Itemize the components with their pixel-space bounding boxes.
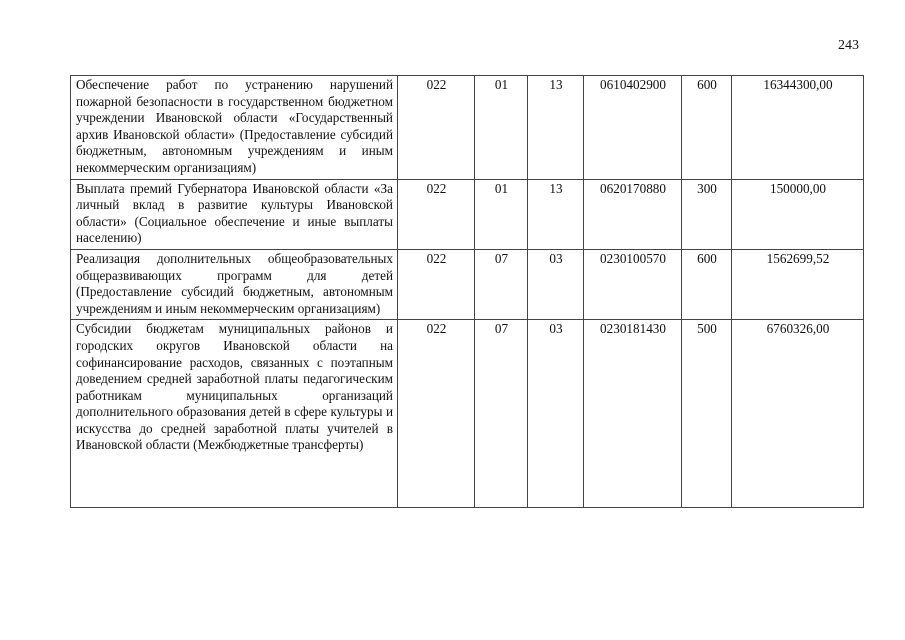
subsection-code: 13 [528,179,584,249]
target-article-code: 0230100570 [584,249,682,319]
section-code: 01 [475,179,528,249]
amount: 6760326,00 [732,320,864,508]
table-row [71,76,864,180]
table-row [71,249,864,319]
subsection-code: 03 [528,320,584,508]
section-code: 07 [475,320,528,508]
target-article-code: 0620170880 [584,179,682,249]
amount: 1562699,52 [732,249,864,319]
row-description: Реализация дополнительных общеобразовательных общеразвивающих программ для детей (Предоставление субсидий бюджетным, автономным учреждениям и иным некоммерческим организациям) [71,249,398,319]
table-row [71,179,864,249]
section-code: 01 [475,76,528,180]
table-row [71,320,864,508]
target-article-code: 0230181430 [584,320,682,508]
ministry-code: 022 [398,179,475,249]
page-number: 243 [838,38,859,53]
row-description: Субсидии бюджетам муниципальных районов и городских округов Ивановской области на софинансирование расходов, связанных с поэтапным доведением средней заработной платы педагогическим работникам муниципальных организаций дополнительного образования детей в сфере культуры и искусства до средней заработной платы учителей в Ивановской области (Межбюджетные трансферты) [71,320,398,508]
expense-type-code: 500 [682,320,732,508]
expense-type-code: 600 [682,249,732,319]
ministry-code: 022 [398,76,475,180]
target-article-code: 0610402900 [584,76,682,180]
row-description: Выплата премий Губернатора Ивановской области «За личный вклад в развитие культуры Ивановской области» (Социальное обеспечение и иные выплаты населению) [71,179,398,249]
amount: 16344300,00 [732,76,864,180]
section-code: 07 [475,249,528,319]
ministry-code: 022 [398,249,475,319]
subsection-code: 13 [528,76,584,180]
budget-table [70,75,864,508]
amount: 150000,00 [732,179,864,249]
row-description: Обеспечение работ по устранению нарушений пожарной безопасности в государственном бюджетном учреждении Ивановской области «Государственный архив Ивановской области» (Предоставление субсидий бюджетным, автономным учреждениям и иным некоммерческим организациям) [71,76,398,180]
subsection-code: 03 [528,249,584,319]
expense-type-code: 300 [682,179,732,249]
expense-type-code: 600 [682,76,732,180]
ministry-code: 022 [398,320,475,508]
